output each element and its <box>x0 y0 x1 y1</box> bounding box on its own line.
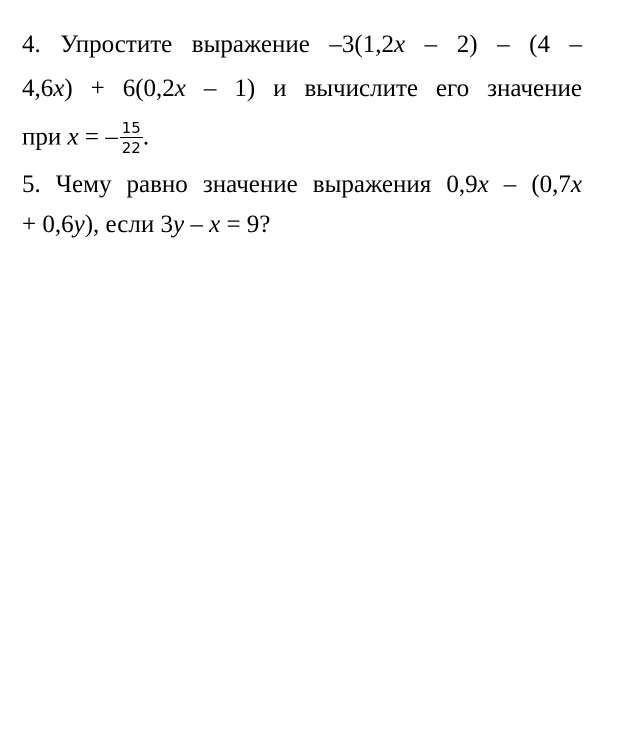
text-segment: . <box>142 123 150 151</box>
variable-x: x <box>53 75 65 102</box>
variable-y: y <box>73 211 85 238</box>
variable-x: x <box>570 171 582 198</box>
problem-5-line-1 <box>22 170 582 200</box>
problem-5-line-2 <box>22 210 582 240</box>
text-segment: = – <box>78 123 118 151</box>
problem-4-line-2 <box>22 74 582 104</box>
variable-x: x <box>477 171 489 198</box>
text-segment: 5. Чему равно значение выражения 0,9 <box>22 171 478 198</box>
text-segment: – (0,7 <box>488 171 571 198</box>
text-segment: + 0,6 <box>22 211 74 238</box>
text-segment: – <box>184 211 210 238</box>
text-segment: 4,6 <box>22 75 54 102</box>
text-segment: 4. Упростите выражение –3(1,2 <box>22 31 394 58</box>
text-segment: = 9? <box>220 211 271 238</box>
text-segment: при <box>22 123 68 151</box>
text-segment: ), если 3 <box>84 211 173 238</box>
text-segment: – 2) – (4 – <box>405 31 583 58</box>
problem-4-line-3 <box>22 119 582 157</box>
text-segment: – 1) и вычислите его значение <box>185 75 582 102</box>
variable-y: y <box>172 211 185 238</box>
variable-x: x <box>174 75 186 102</box>
text-segment: ) + 6(0,2 <box>64 75 175 102</box>
variable-x: x <box>209 211 221 238</box>
fraction-numerator: 15 <box>121 119 141 137</box>
variable-x: x <box>394 31 406 58</box>
fraction-denominator: 22 <box>121 139 141 157</box>
problem-4-line-1 <box>22 30 582 60</box>
variable-x: x <box>67 123 79 151</box>
fraction <box>120 120 143 156</box>
